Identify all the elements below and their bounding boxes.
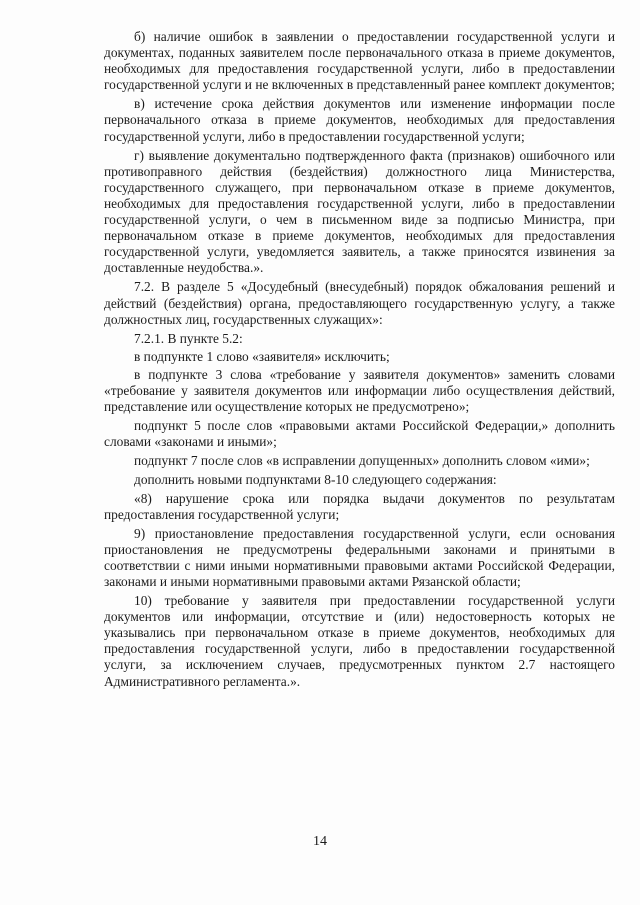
paragraph-subitem-3: в подпункте 3 слова «требование у заявителя документов» заменить словами «требование у заявителя документов или информации либо осуществления действий, представление или осуществление которых не предусмотрено»; — [104, 366, 615, 415]
paragraph-subitem-5: подпункт 5 после слов «правовыми актами Российской Федерации,» дополнить словами «законами и иными»; — [104, 418, 615, 450]
page-number: 14 — [313, 834, 327, 849]
document-body — [104, 29, 615, 693]
paragraph-7-2-1: 7.2.1. В пункте 5.2: — [134, 330, 243, 346]
paragraph-item-8: «8) нарушение срока или порядка выдачи документов по результатам предоставления государственной услуги; — [104, 490, 615, 522]
paragraph-7-2: 7.2. В разделе 5 «Досудебный (внесудебный) порядок обжалования решений и действий (бездействия) органа, предоставляющего государственную услугу, а также должностных лиц, государственных служащих»: — [104, 279, 615, 327]
paragraph-add-subitems: дополнить новыми подпунктами 8-10 следующего содержания: — [134, 472, 497, 488]
paragraph-b: б) наличие ошибок в заявлении о предоставлении государственной услуги и документах, поданных заявителем после первоначального отказа в приеме документов, необходимых для предоставления государственной услуги, либо в предоставлении государственной услуги и не включенных в представленный ранее комплект документов; — [104, 29, 615, 93]
paragraph-g: г) выявление документально подтвержденного факта (признаков) ошибочного или противоправного действия (бездействия) должностного лица Министерства, государственного служащего, при первоначальном отказе в приеме документов, необходимых для предоставления государственной услуги, либо в предоставлении государственной услуги, о чем в письменном виде за подписью Министра, при первоначальном отказе в приеме документов, необходимых для предоставления государственной услуги, уведомляется заявитель, а также приносятся извинения за доставленные неудобства.». — [104, 147, 615, 276]
paragraph-v: в) истечение срока действия документов или изменение информации после первоначального отказа в приеме документов, необходимых для предоставления государственной услуги, либо в предоставлении государственной услуги; — [104, 96, 615, 144]
paragraph-subitem-7: подпункт 7 после слов «в исправлении допущенных» дополнить словом «ими»; — [134, 453, 590, 469]
paragraph-item-9: 9) приостановление предоставления государственной услуги, если основания приостановления не предусмотрены федеральными законами и принятыми в соответствии с ними иными нормативными правовыми актами Российской Федерации, законами и иными нормативными правовыми актами Рязанской области; — [104, 525, 615, 589]
paragraph-subitem-1: в подпункте 1 слово «заявителя» исключить; — [134, 348, 390, 364]
paragraph-item-10: 10) требование у заявителя при предоставлении государственной услуги документов или информации, отсутствие и (или) недостоверность которых не указывались при первоначальном отказе в приеме документов, необходимых для предоставления государственной услуги, либо в предоставлении государственной услуги, за исключением случаев, предусмотренных пунктом 2.7 настоящего Административного регламента.». — [104, 593, 615, 689]
